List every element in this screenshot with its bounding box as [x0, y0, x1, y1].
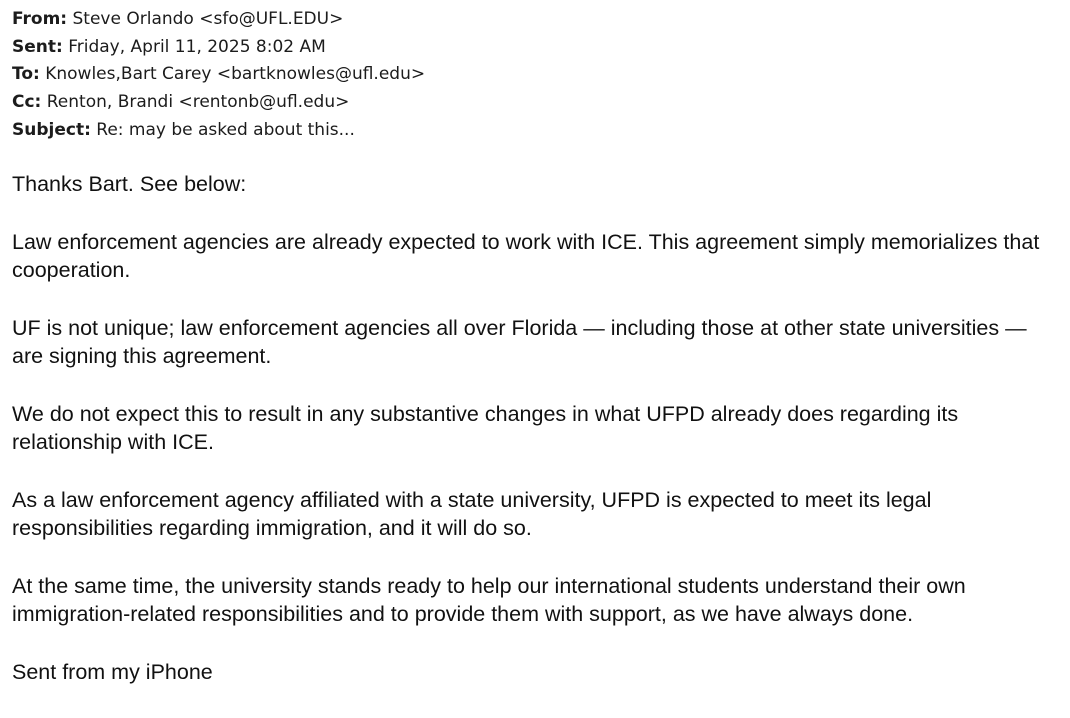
- email-body: [12, 170, 1062, 686]
- subject-value: Re: may be asked about this...: [90, 119, 355, 140]
- from-label: From:: [12, 9, 68, 29]
- greeting: Thanks Bart. See below:: [12, 172, 247, 196]
- cc-label: Cc:: [12, 92, 42, 113]
- body-paragraph: We do not expect this to result in any substantive changes in what UFPD already does regarding its relationship with ICE.: [12, 401, 959, 454]
- cc-line: [12, 89, 425, 117]
- body-paragraph: UF is not unique; law enforcement agencies all over Florida — including those at other state universities — are signing this agreement.: [12, 315, 1027, 368]
- email-header: [12, 6, 425, 145]
- sent-label: Sent:: [12, 36, 63, 57]
- to-label: To:: [12, 64, 40, 85]
- sent-line: [12, 34, 425, 62]
- from-value: Steve Orlando <sfo@UFL.EDU>: [67, 9, 344, 29]
- sent-value: Friday, April 11, 2025 8:02 AM: [62, 36, 326, 57]
- body-paragraph: As a law enforcement agency affiliated with a state university, UFPD is expected to meet its legal responsibilities regarding immigration, and it will do so.: [12, 487, 932, 540]
- subject-label: Subject:: [12, 119, 91, 140]
- from-line: [12, 6, 425, 34]
- body-paragraph: At the same time, the university stands ready to help our international students understand their own immigration-related responsibilities and to provide them with support, as we have always done.: [12, 573, 966, 626]
- cc-value: Renton, Brandi <rentonb@ufl.edu>: [41, 92, 350, 113]
- subject-line: [12, 117, 425, 145]
- signature: Sent from my iPhone: [12, 659, 213, 684]
- to-line: [12, 61, 425, 89]
- to-value: Knowles,Bart Carey <bartknowles@ufl.edu>: [39, 64, 426, 85]
- body-paragraph: Law enforcement agencies are already expected to work with ICE. This agreement simply memorializes that cooperation.: [12, 229, 1040, 282]
